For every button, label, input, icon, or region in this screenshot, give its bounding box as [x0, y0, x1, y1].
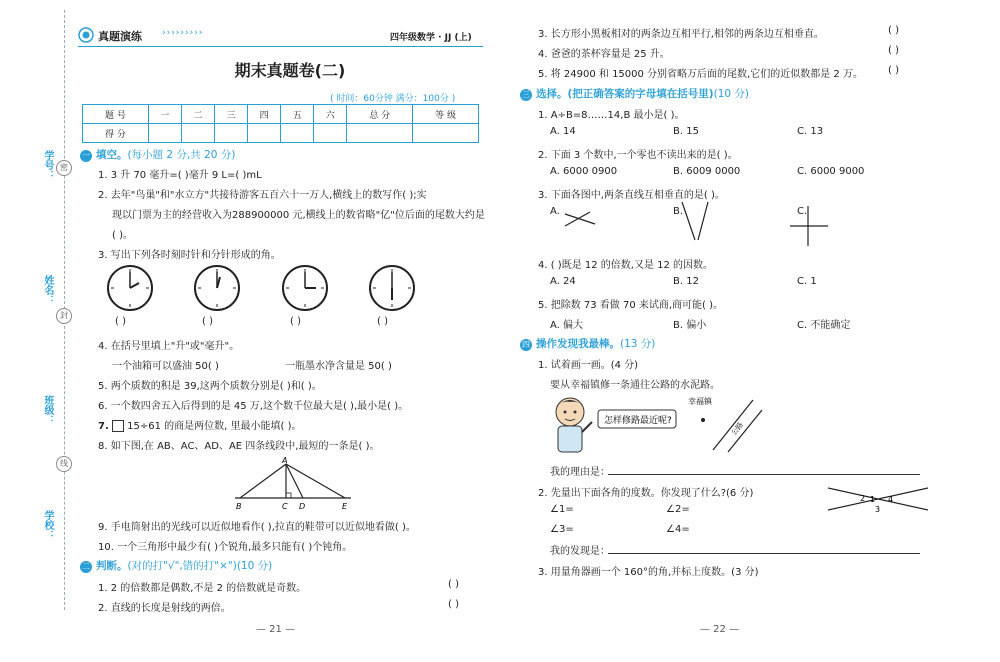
- speech-bubble-text: 怎样修路最近呢?: [604, 416, 672, 426]
- segments-figure: [225, 456, 365, 511]
- finding-label: 我的发现是：: [550, 546, 610, 557]
- cut-mark-3: 线: [56, 456, 72, 472]
- angle-1-label[interactable]: ∠1=: [550, 504, 574, 515]
- fill-q5[interactable]: 5. 两个质数的积是 39,这两个质数分别是( )和( )。: [98, 381, 322, 392]
- section-2-note: (对的打"√",错的打"×")(10 分): [127, 560, 273, 572]
- score-cell: 等 级: [413, 105, 479, 124]
- clocks-figure: [105, 262, 435, 314]
- angles-figure: [828, 484, 928, 516]
- boy-illustration: [556, 398, 592, 452]
- section-3-title: 选择。(把正确答案的字母填在括号里): [536, 88, 714, 100]
- choice-q1-a[interactable]: A. 14: [550, 126, 576, 137]
- fill-q4-oil[interactable]: 一个油箱可以盛油 50( ): [112, 361, 219, 372]
- school-label: 学校：: [42, 510, 53, 540]
- judge-q4-answer[interactable]: ( ): [888, 45, 899, 56]
- choice-q4-b[interactable]: B. 12: [673, 276, 699, 287]
- section-3-heading: [520, 86, 749, 101]
- section-4-badge: 四: [522, 340, 530, 349]
- finding-answer-line[interactable]: [608, 553, 920, 554]
- fill-q4: 4. 在括号里填上"升"或"毫升"。: [98, 341, 240, 352]
- fig-label-d: D: [299, 502, 306, 511]
- score-input-cell[interactable]: [413, 124, 479, 143]
- figure-a-lines: [565, 212, 595, 226]
- figure-b-lines: [682, 202, 708, 240]
- reason-answer-line[interactable]: [608, 474, 920, 475]
- score-input-cell[interactable]: [214, 124, 247, 143]
- score-cell: 三: [214, 105, 247, 124]
- angle-3-label[interactable]: ∠3=: [550, 524, 574, 535]
- op-q1-desc: 要从幸福镇修一条通往公路的水泥路。: [550, 380, 720, 391]
- section-1-title: 填空。: [96, 149, 128, 161]
- section-2-heading: [80, 558, 272, 573]
- judge-q5-answer[interactable]: ( ): [888, 65, 899, 76]
- angle-4-label[interactable]: ∠4=: [666, 524, 690, 535]
- choice-q2[interactable]: 2. 下面 3 个数中,一个零也不读出来的是( )。: [538, 150, 738, 161]
- clock-2: [195, 266, 239, 310]
- choice-q1-c[interactable]: C. 13: [797, 126, 824, 137]
- fill-q2-line2: 现以门票为主的经营收入为288900000 元,横线上的数省略"亿"位后面的尾数大约是: [112, 210, 485, 221]
- choice-q4-a[interactable]: A. 24: [550, 276, 576, 287]
- angle-2-label[interactable]: ∠2=: [666, 504, 690, 515]
- fill-q4-ink[interactable]: 一瓶墨水净含量是 50( ): [285, 361, 392, 372]
- choice-q1-b[interactable]: B. 15: [673, 126, 699, 137]
- fill-q9[interactable]: 9. 手电筒射出的光线可以近似地看作( ),拉直的鞋带可以近似地看做( )。: [98, 522, 416, 533]
- judge-q4: 4. 爸爸的茶杯容量是 25 升。: [538, 49, 670, 60]
- student-id-label: 学号：: [42, 150, 53, 180]
- section-1-heading: [80, 147, 235, 162]
- score-cell: 五: [281, 105, 314, 124]
- road-figure: [548, 392, 768, 460]
- section-1-note: (每小题 2 分,共 20 分): [127, 149, 236, 161]
- choice-q3[interactable]: 3. 下面各图中,两条直线互相垂直的是( )。: [538, 190, 725, 201]
- clock-1-answer[interactable]: ( ): [115, 316, 126, 327]
- class-label: 班级：: [42, 395, 53, 425]
- judge-q2: 2. 直线的长度是射线的两倍。: [98, 603, 231, 614]
- choice-q5-c[interactable]: C. 不能确定: [797, 320, 851, 331]
- header-grade: 四年级数学 · JJ (上): [390, 33, 472, 43]
- page-title: 期末真题卷(二): [234, 61, 346, 80]
- op-q1: 1. 试着画一画。(4 分): [538, 360, 639, 371]
- score-table-header-row: [83, 105, 479, 124]
- figure-c-lines: [790, 206, 828, 246]
- score-table: [82, 104, 479, 143]
- section-4-heading: [520, 336, 655, 351]
- choice-q2-a[interactable]: A. 6000 0900: [550, 166, 618, 177]
- header-section-title: 真题演练: [98, 30, 142, 43]
- fill-q2-line1[interactable]: 2. 去年"鸟巢"和"水立方"共接待游客五百六十一万人,横线上的数写作( );实: [98, 190, 427, 201]
- binding-strip: [0, 0, 70, 662]
- choice-q4-c[interactable]: C. 1: [797, 276, 817, 287]
- section-1-badge: 一: [82, 151, 90, 160]
- clock-3: [283, 266, 327, 310]
- score-cell: 二: [181, 105, 214, 124]
- page-number-right: — 22 —: [700, 624, 740, 635]
- score-input-cell[interactable]: [281, 124, 314, 143]
- judge-q1-answer[interactable]: ( ): [448, 579, 459, 590]
- perpendicular-figures: [560, 200, 860, 250]
- choice-q4[interactable]: 4. ( )既是 12 的倍数,又是 12 的因数。: [538, 260, 714, 271]
- fill-q3: 3. 写出下列各时刻时针和分针形成的角。: [98, 250, 281, 261]
- fill-q1[interactable]: 1. 3 升 70 毫升=( )毫升 9 L=( )mL: [98, 170, 262, 181]
- score-input-cell[interactable]: [347, 124, 413, 143]
- fill-q7-row: 7. 15÷61 的商是两位数, 里最小能填( )。: [98, 421, 302, 432]
- fill-q2-line3[interactable]: ( )。: [112, 230, 133, 241]
- fill-q8[interactable]: 8. 如下图,在 AB、AC、AD、AE 四条线段中,最短的一条是( )。: [98, 441, 380, 452]
- score-input-cell[interactable]: [148, 124, 181, 143]
- header-logo-icon: [78, 27, 94, 43]
- clock-1: [108, 266, 152, 310]
- fig-label-b: B: [236, 502, 242, 511]
- choice-q5[interactable]: 5. 把除数 73 看做 70 来试商,商可能( )。: [538, 300, 724, 311]
- fill-q6[interactable]: 6. 一个数四舍五入后得到的是 45 万,这个数千位最大是( ),最小是( )。: [98, 401, 409, 412]
- choice-q2-c[interactable]: C. 6000 9000: [797, 166, 865, 177]
- section-2-title: 判断。: [96, 560, 128, 572]
- angle-num-1: 1: [870, 495, 876, 504]
- fill-q7[interactable]: 15÷61 的商是两位数, 里最小能填( )。: [127, 421, 302, 432]
- cut-mark-2: 封: [56, 308, 72, 324]
- section-2-badge: 二: [82, 562, 90, 571]
- clock-2-answer[interactable]: ( ): [202, 316, 213, 327]
- fig-label-a: A: [282, 456, 288, 465]
- score-cell: 一: [148, 105, 181, 124]
- judge-q2-answer[interactable]: ( ): [448, 599, 459, 610]
- score-input-cell[interactable]: [181, 124, 214, 143]
- clock-3-answer[interactable]: ( ): [290, 316, 301, 327]
- score-cell: 四: [248, 105, 281, 124]
- reason-label: 我的理由是：: [550, 467, 610, 478]
- angle-num-4: 4: [888, 495, 894, 504]
- score-cell: 得 分: [83, 124, 149, 143]
- header-arrows: ›››››››››: [162, 28, 204, 38]
- road-line-1: [713, 400, 753, 450]
- section-4-title: 操作发现我最棒。: [536, 338, 620, 350]
- angle-num-3: 3: [875, 505, 881, 514]
- choice-q3-a[interactable]: A.: [550, 206, 560, 217]
- choice-q2-b[interactable]: B. 6009 0000: [673, 166, 741, 177]
- fig-label-c: C: [282, 502, 288, 511]
- name-label: 姓名：: [42, 275, 53, 305]
- score-cell: 总 分: [347, 105, 413, 124]
- judge-q3-answer[interactable]: ( ): [888, 25, 899, 36]
- section-3-note: (10 分): [713, 88, 750, 100]
- time-info: ( 时间：60分钟 满分：100分 ): [330, 94, 456, 104]
- op-q3: 3. 用量角器画一个 160°的角,并标上度数。(3 分): [538, 567, 759, 578]
- choice-q5-a[interactable]: A. 偏大: [550, 320, 584, 331]
- score-input-cell[interactable]: [248, 124, 281, 143]
- score-cell: 六: [314, 105, 347, 124]
- score-input-cell[interactable]: [314, 124, 347, 143]
- section-3-badge: 三: [522, 90, 530, 99]
- section-4-note: (13 分): [620, 338, 656, 350]
- judge-q5: 5. 将 24900 和 15000 分别省略万后面的尾数,它们的近似数都是 2 万。: [538, 69, 863, 80]
- choice-q1[interactable]: 1. A÷B=8……14,B 最小是( )。: [538, 110, 685, 121]
- page-number-left: — 21 —: [256, 624, 296, 635]
- fill-q10[interactable]: 10. 一个三角形中最少有( )个锐角,最多只能有( )个钝角。: [98, 542, 353, 553]
- choice-q3-b[interactable]: B.: [673, 206, 684, 217]
- cut-mark-1: 密: [56, 160, 72, 176]
- score-table-score-row: [83, 124, 479, 143]
- choice-q5-b[interactable]: B. 偏小: [673, 320, 707, 331]
- town-label: 幸福镇: [688, 397, 712, 406]
- town-dot: [701, 418, 705, 422]
- score-cell: 题 号: [83, 105, 149, 124]
- fig-label-e: E: [342, 502, 348, 511]
- road-label: 公路: [729, 420, 745, 437]
- clock-4: [370, 266, 414, 310]
- fill-q7-box[interactable]: [112, 420, 124, 432]
- judge-q1: 1. 2 的倍数都是偶数,不是 2 的倍数就是奇数。: [98, 583, 307, 594]
- op-q2: 2. 先量出下面各角的度数。你发现了什么?(6 分): [538, 488, 754, 499]
- choice-q3-c[interactable]: C.: [797, 206, 808, 217]
- judge-q3: 3. 长方形小黑板相对的两条边互相平行,相邻的两条边互相垂直。: [538, 29, 824, 40]
- clock-4-answer[interactable]: ( ): [377, 316, 388, 327]
- angle-num-2: 2: [860, 494, 866, 503]
